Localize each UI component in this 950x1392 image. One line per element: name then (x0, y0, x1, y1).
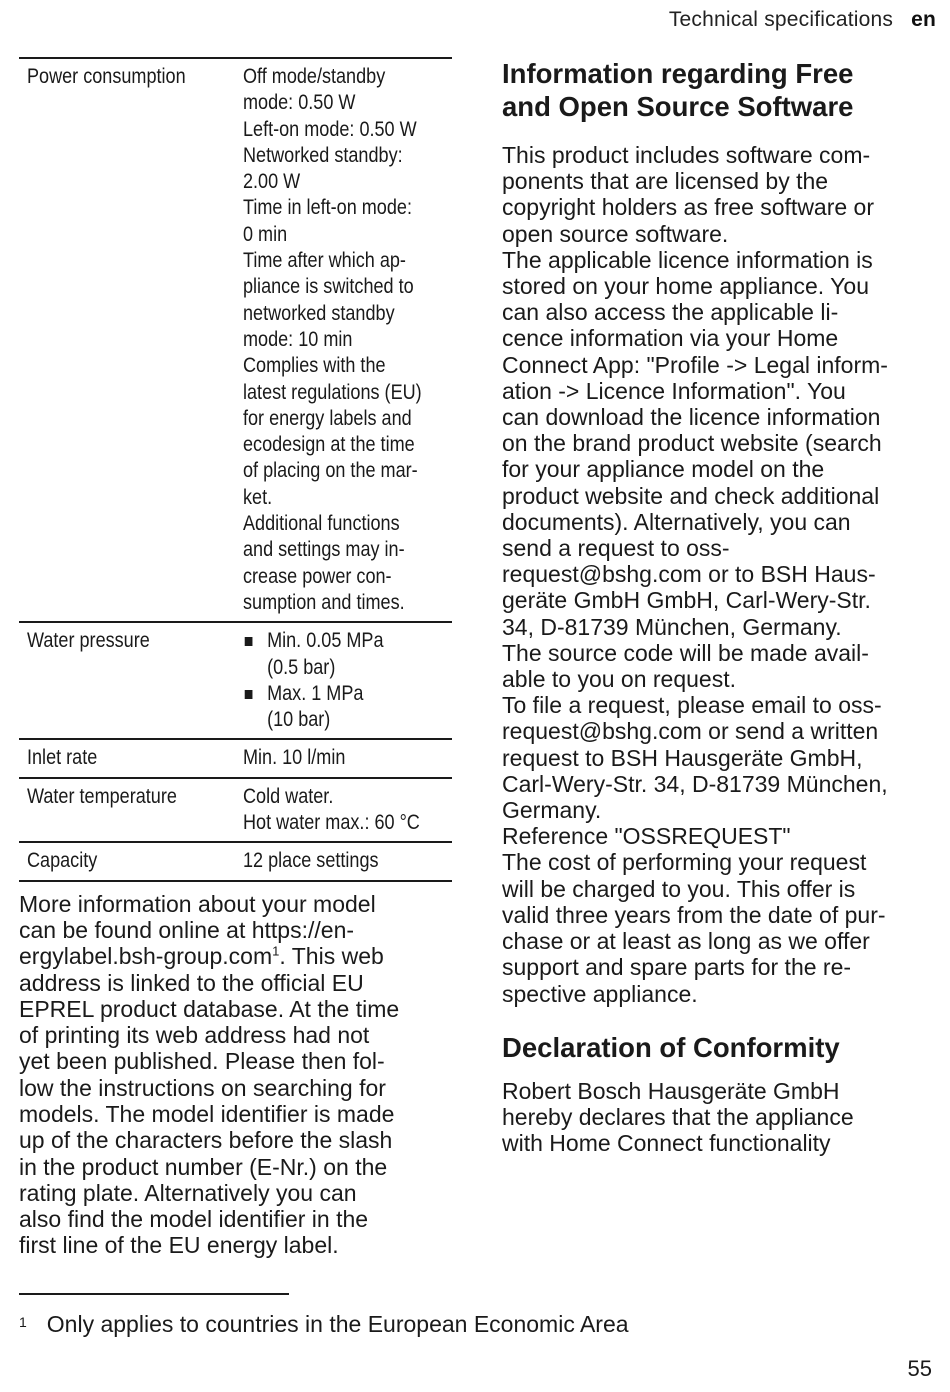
list-item: Max. 1 MPa (10 bar) (243, 681, 446, 734)
power-consumption-lines: Off mode/standby mode: 0.50 W Left-on mode: 0.50 W Networked standby: 2.00 W Time in left-on mode: 0 min Time after which ap- pliance is switched to networked standby mode: 10 min Complies with the latest regulations (EU) for energy labels and ecodesign at the time of placing on the mar- ket. Additional functions and settings may in- crease power con- sumption and times. (243, 65, 422, 614)
spec-row-capacity (19, 842, 452, 880)
spec-label: Inlet rate (27, 746, 98, 770)
spec-label: Capacity (27, 849, 98, 873)
left-column (19, 57, 452, 1259)
spec-label: Water temperature (27, 784, 177, 808)
spec-value (235, 58, 452, 622)
technical-spec-table (19, 57, 452, 882)
conformity-section-heading: Declaration of Conformity (502, 1031, 840, 1063)
spec-value: Min. 10 l/min (243, 746, 346, 770)
footnote-reference: 1 (272, 943, 280, 959)
water-pressure-list (243, 628, 446, 733)
footnote (19, 1310, 629, 1338)
energy-label-info-paragraph: More information about your model can be found online at https://en- ergylabel.bsh-group.com$^1$. This web address is linked to the official EU EPREL product database. At the time of printing its web address had not yet been published. Please then fol- low the instructions on searching for models. The model identifier is made up of the characters before the slash in the product number (E-Nr.) on the rating plate. Alternatively you can also find the model identifier in the first line of the EU energy label. (19, 890, 400, 1259)
bullet-square-icon (245, 690, 253, 699)
spec-value: 12 place settings (243, 849, 379, 873)
header-language-code: en (911, 8, 936, 31)
footnote-text: Only applies to countries in the European Economic Area (46, 1311, 629, 1337)
spec-row-inlet-rate (19, 739, 452, 777)
spec-label: Water pressure (27, 629, 150, 653)
spec-row-water-temperature (19, 778, 452, 843)
spec-row-power-consumption (19, 58, 452, 622)
page-number: 55 (907, 1356, 932, 1381)
bullet-square-icon (245, 637, 253, 646)
spec-row-water-pressure (19, 622, 452, 739)
footnote-divider (19, 1293, 289, 1295)
conformity-section-body: Robert Bosch Hausgeräte GmbH hereby declares that the appliance with Home Connect functionality (502, 1077, 854, 1157)
list-item: Min. 0.05 MPa (0.5 bar) (243, 628, 446, 681)
spec-value: Cold water. Hot water max.: 60 °C (243, 784, 420, 835)
oss-section-heading: Information regarding Free and Open Source Software (502, 58, 854, 122)
spec-label: Power consumption (27, 65, 186, 88)
spec-value (235, 622, 452, 739)
right-column (502, 57, 940, 1156)
header-section-title: Technical specifications (668, 8, 894, 31)
footnote-mark: 1 (19, 1314, 27, 1330)
oss-section-body: This product includes software com- ponents that are licensed by the copyright holders as free software or open source software. The applicable licence information is stored on your home appliance. You can also access the applicable li- cence information via your Home Connect App: "Profile -> Legal inform- ation -> Licence Information". You can download the licence information on the brand product website (search for your appliance model on the product website and check additional documents). Alternatively, you can send a request to oss- request@bshg.com or to BSH Haus- geräte GmbH GmbH, Carl-Wery-Str. 34, D-81739 München, Germany. The source code will be made avail- able to you on request. To file a request, please email to oss- request@bshg.com or send a written request to BSH Hausgeräte GmbH, Carl-Wery-Str. 34, D-81739 München, Germany. Reference "OSSREQUEST" The cost of performing your request will be charged to you. This offer is valid three years from the date of pur- chase or at least as long as we offer support and spare parts for the re- spective appliance. (502, 142, 888, 1007)
page-header (669, 8, 936, 32)
